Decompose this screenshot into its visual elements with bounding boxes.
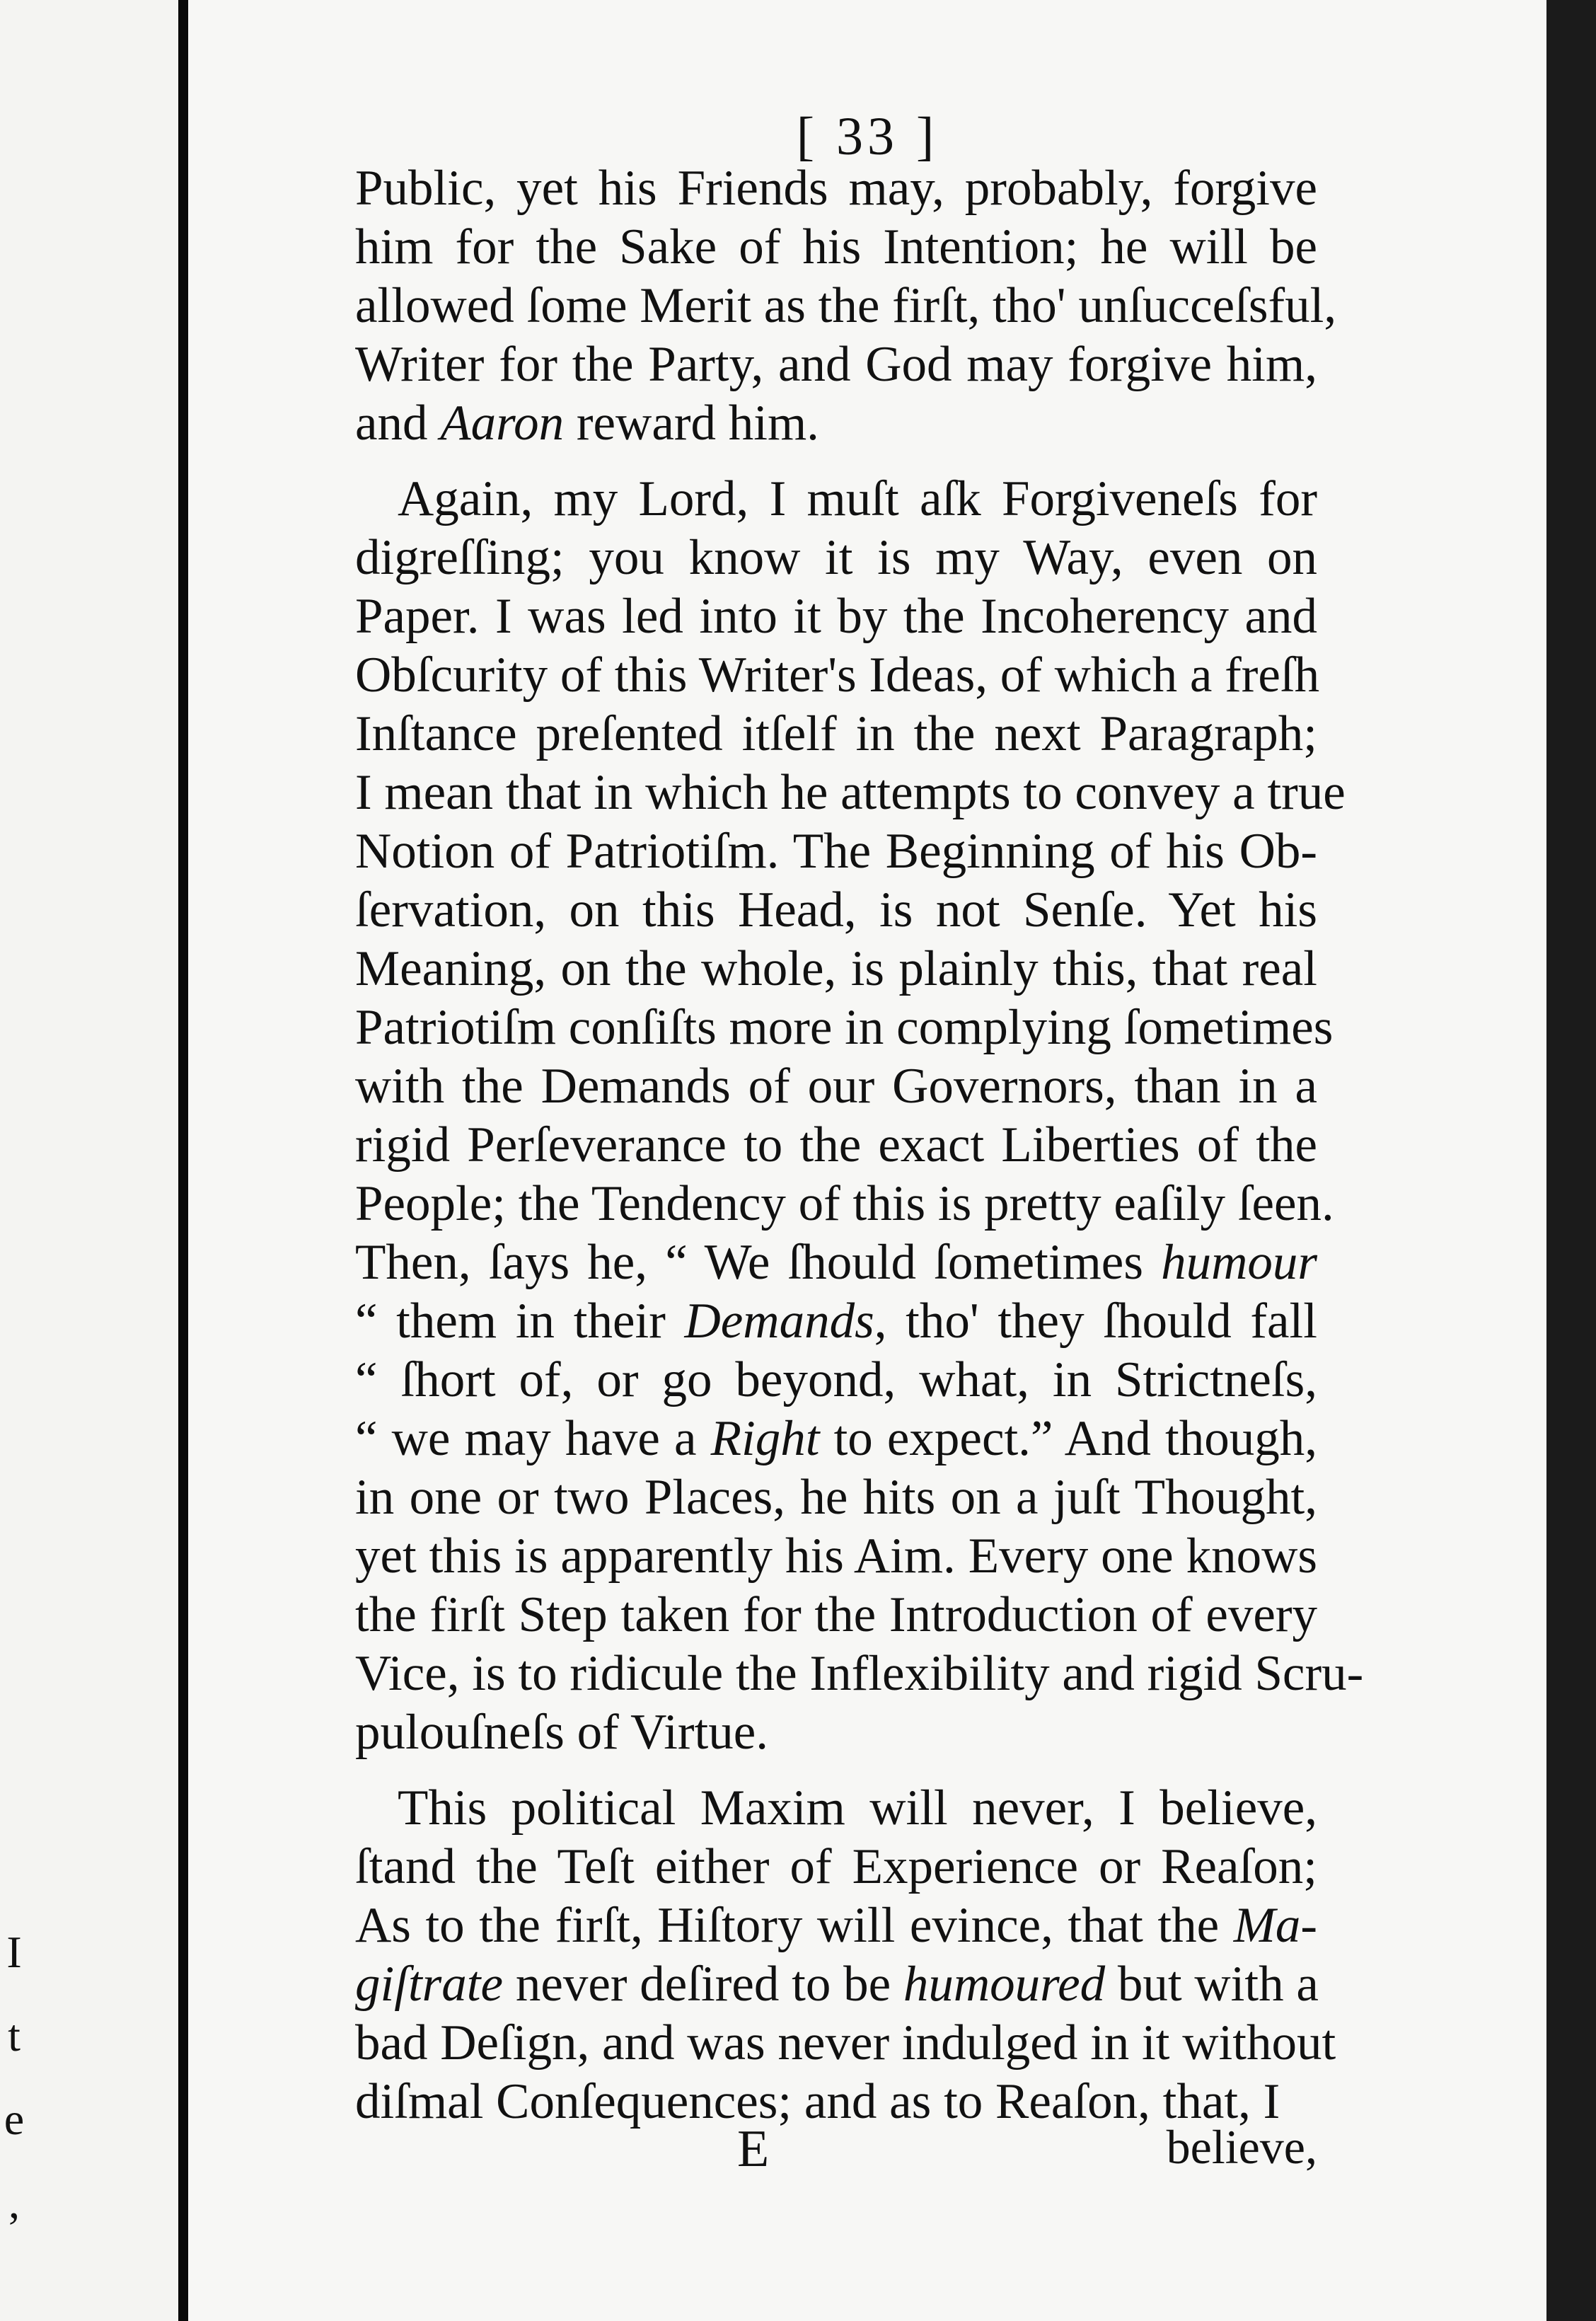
text-line (355, 1527, 1317, 1586)
text-line (355, 1292, 1317, 1351)
text-run: yet this is apparently his Aim. Every one knows (355, 1528, 1317, 1584)
text-run: but with a (1105, 1957, 1319, 2012)
text-run: and (355, 396, 441, 451)
catchword: believe, (1166, 2120, 1317, 2174)
book-page (188, 0, 1546, 2321)
text-run: to expect.” And though, (819, 1411, 1317, 1466)
text-line (355, 335, 1317, 394)
text-line (355, 470, 1317, 529)
text-line (355, 705, 1317, 764)
text-run: Then, ſays he, “ We ſhould ſometimes (355, 1235, 1162, 1290)
text-run: Inſtance preſented itſelf in the next Paragraph; (355, 706, 1317, 761)
italic-text: humour (1161, 1235, 1317, 1290)
page-body-text (355, 159, 1364, 2131)
text-run: never deſired to be (503, 1957, 903, 2012)
italic-text: Right (710, 1411, 820, 1466)
text-line (355, 529, 1317, 587)
text-line (355, 1468, 1317, 1527)
text-line (355, 940, 1317, 998)
text-line (355, 587, 1317, 646)
text-run: Notion of Patriotiſm. The Beginning of his Ob- (355, 824, 1317, 879)
text-line (355, 1955, 1317, 2014)
text-run: rigid Perſeverance to the exact Liberties of the (355, 1117, 1317, 1173)
text-run: ſtand the Teſt either of Experience or Reaſon; (355, 1839, 1317, 1894)
book-cover-edge (1546, 0, 1596, 2321)
italic-text: giſtrate (355, 1957, 504, 2012)
text-line (355, 1645, 1364, 1703)
text-run: Writer for the Party, and God may forgive him, (355, 337, 1317, 392)
text-run: People; the Tendency of this is pretty eaſily ſeen. (355, 1176, 1334, 1231)
text-line (355, 1233, 1317, 1292)
text-line (355, 159, 1317, 218)
text-line (355, 1703, 1317, 1762)
text-run: , tho' they ſhould fall (874, 1294, 1317, 1349)
text-run: “ them in their (355, 1294, 685, 1349)
text-run: the firſt Step taken for the Introduction of every (355, 1587, 1317, 1642)
text-run: bad Deſign, and was never indulged in it without (355, 2015, 1336, 2071)
margin-char: e (4, 2094, 25, 2144)
text-run: allowed ſome Merit as the firſt, tho' unſucceſsful, (355, 278, 1337, 333)
page-number: [ 33 ] (796, 107, 939, 166)
text-run: digreſſing; you know it is my Way, even on (355, 530, 1317, 585)
text-run: pulouſneſs of Virtue. (355, 1705, 769, 1760)
text-line (355, 1779, 1317, 1838)
margin-char: , (8, 2177, 20, 2228)
text-run: Patriotiſm conſiſts more in complying ſometimes (355, 1000, 1334, 1055)
italic-text: Demands (684, 1294, 874, 1349)
text-line (355, 881, 1317, 940)
text-run: I mean that in which he attempts to convey a true (355, 765, 1346, 820)
text-run: Public, yet his Friends may, probably, forgive (355, 161, 1317, 216)
text-run: reward him. (564, 396, 819, 451)
text-run: Paper. I was led into it by the Incoherency and (355, 589, 1317, 644)
text-line (355, 1057, 1317, 1116)
text-line (355, 218, 1317, 277)
text-run: As to the firſt, Hiſtory will evince, that the (355, 1898, 1234, 1953)
text-line (355, 646, 1320, 705)
text-line (355, 1116, 1317, 1175)
book-gutter (178, 0, 188, 2321)
text-run: Meaning, on the whole, is plainly this, that real (355, 941, 1317, 996)
text-line (355, 822, 1317, 881)
italic-text: Ma- (1233, 1898, 1317, 1953)
margin-char: t (8, 2010, 21, 2061)
text-run: “ we may have a (355, 1411, 711, 1466)
text-line (355, 2014, 1336, 2073)
paragraph-gap (355, 453, 1317, 470)
text-line (355, 1175, 1334, 1233)
text-line (355, 764, 1346, 822)
text-line (355, 1896, 1317, 1955)
text-line (355, 1838, 1317, 1896)
text-line (355, 277, 1337, 335)
text-run: him for the Sake of his Intention; he will be (355, 219, 1317, 275)
text-run: ſervation, on this Head, is not Senſe. Yet his (355, 882, 1317, 938)
text-run: Again, my Lord, I muſt aſk Forgiveneſs for (398, 471, 1317, 526)
text-run: in one or two Places, he hits on a juſt Thought, (355, 1470, 1317, 1525)
page-footer (355, 2119, 1317, 2183)
text-run: with the Demands of our Governors, than in a (355, 1059, 1317, 1114)
italic-text: humoured (903, 1957, 1106, 2012)
margin-char: I (6, 1927, 22, 1977)
text-line (355, 1410, 1317, 1468)
text-run: This political Maxim will never, I believe, (398, 1780, 1317, 1836)
previous-page-margin-text (0, 1911, 28, 2245)
text-line (355, 1586, 1317, 1645)
text-run: diſmal Conſequences; and as to Reaſon, that, I (355, 2074, 1280, 2129)
text-run: Obſcurity of this Writer's Ideas, of which a freſh (355, 647, 1320, 703)
text-line (355, 1351, 1317, 1410)
paragraph-gap (355, 1762, 1317, 1779)
text-run: “ ſhort of, or go beyond, what, in Strictneſs, (355, 1352, 1317, 1407)
previous-page-edge (0, 0, 178, 2321)
text-line (355, 394, 1317, 453)
text-line (355, 998, 1334, 1057)
text-run: Vice, is to ridicule the Inflexibility and rigid Scru- (355, 1646, 1364, 1701)
italic-text: Aaron (440, 396, 565, 451)
signature-mark: E (737, 2120, 770, 2178)
